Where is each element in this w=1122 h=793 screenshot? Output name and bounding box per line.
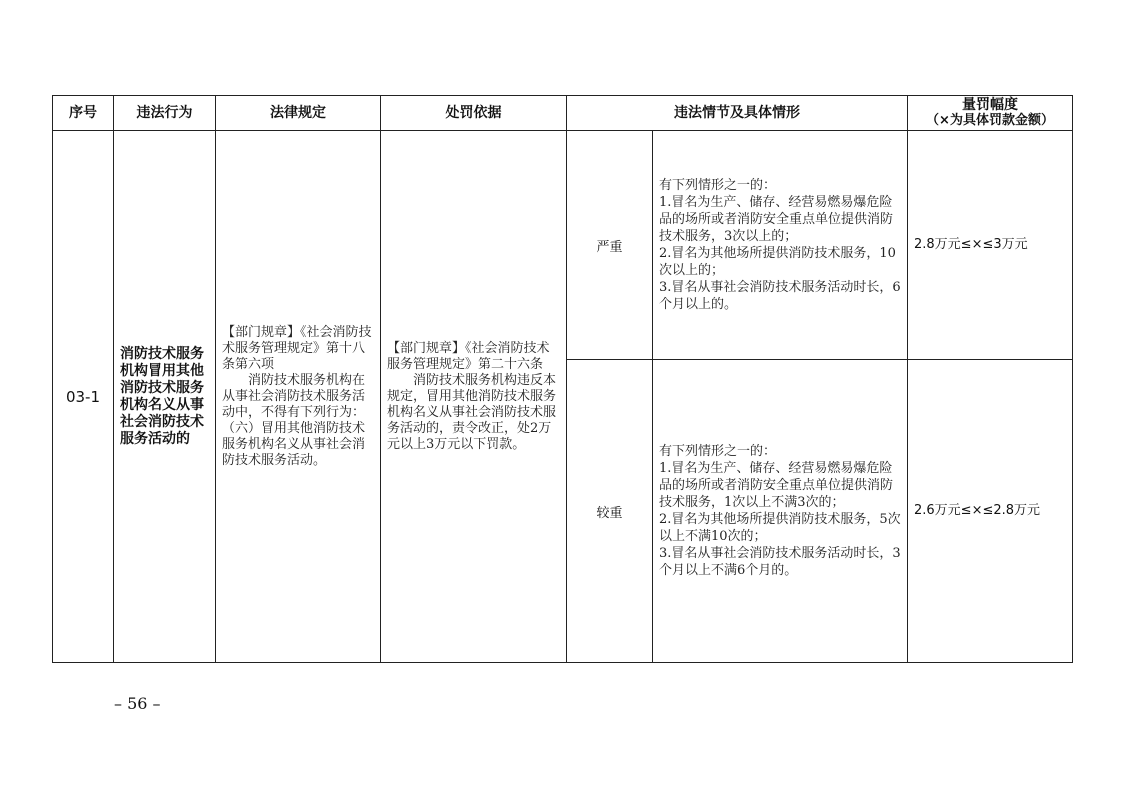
header-basis: 处罚依据 — [381, 96, 567, 131]
situation-item: 3.冒名从事社会消防技术服务活动时长，6个月以上的。 — [659, 280, 901, 312]
row-basis — [381, 131, 567, 663]
header-seq: 序号 — [53, 96, 114, 131]
law-body: 消防技术服务机构在从事社会消防技术服务活动中，不得有下列行为：（六）冒用其他消防技术服务机构名义从事社会消防技术服务活动。 — [222, 372, 366, 468]
basis-body: 消防技术服务机构违反本规定，冒用其他消防技术服务机构名义从事社会消防技术服务活动的，责令改正，处2万元以上3万元以下罚款。 — [387, 372, 557, 452]
level-severe: 严重 — [567, 131, 653, 360]
page-number: – 56 – — [114, 694, 161, 713]
situation-intro: 有下列情形之一的： — [659, 178, 777, 193]
range-severe: 2.8万元≤×≤3万元 — [908, 131, 1073, 360]
situation-item: 1.冒名为生产、储存、经营易燃易爆危险品的场所或者消防安全重点单位提供消防技术服务，1次以上不满3次的； — [659, 461, 894, 510]
row-violation: 消防技术服务机构冒用其他消防技术服务机构名义从事社会消防技术服务活动的 — [114, 131, 216, 663]
header-law: 法律规定 — [216, 96, 381, 131]
situation-item: 1.冒名为生产、储存、经营易燃易爆危险品的场所或者消防安全重点单位提供消防技术服务，3次以上的； — [659, 195, 894, 244]
situation-item: 2.冒名为其他场所提供消防技术服务，5次以上不满10次的； — [659, 512, 901, 544]
situation-serious — [653, 360, 908, 663]
row-law — [216, 131, 381, 663]
header-situation: 违法情节及具体情形 — [567, 96, 908, 131]
law-title: 【部门规章】《社会消防技术服务管理规定》第十八条第六项 — [222, 324, 372, 372]
basis-title: 【部门规章】《社会消防技术服务管理规定》第二十六条 — [387, 340, 550, 372]
header-range — [908, 96, 1073, 131]
header-act: 违法行为 — [114, 96, 216, 131]
table-row — [53, 131, 1073, 360]
header-range-line2: （×为具体罚款金额） — [926, 113, 1054, 128]
level-serious: 较重 — [567, 360, 653, 663]
header-row — [53, 96, 1073, 131]
situation-intro: 有下列情形之一的： — [659, 444, 777, 459]
situation-item: 3.冒名从事社会消防技术服务活动时长，3个月以上不满6个月的。 — [659, 546, 901, 578]
situation-severe — [653, 131, 908, 360]
range-serious: 2.6万元≤×≤2.8万元 — [908, 360, 1073, 663]
situation-item: 2.冒名为其他场所提供消防技术服务，10次以上的； — [659, 246, 896, 278]
row-seq: 03-1 — [53, 131, 114, 663]
penalty-table — [52, 95, 1073, 663]
header-range-line1: 量罚幅度 — [962, 97, 1018, 113]
